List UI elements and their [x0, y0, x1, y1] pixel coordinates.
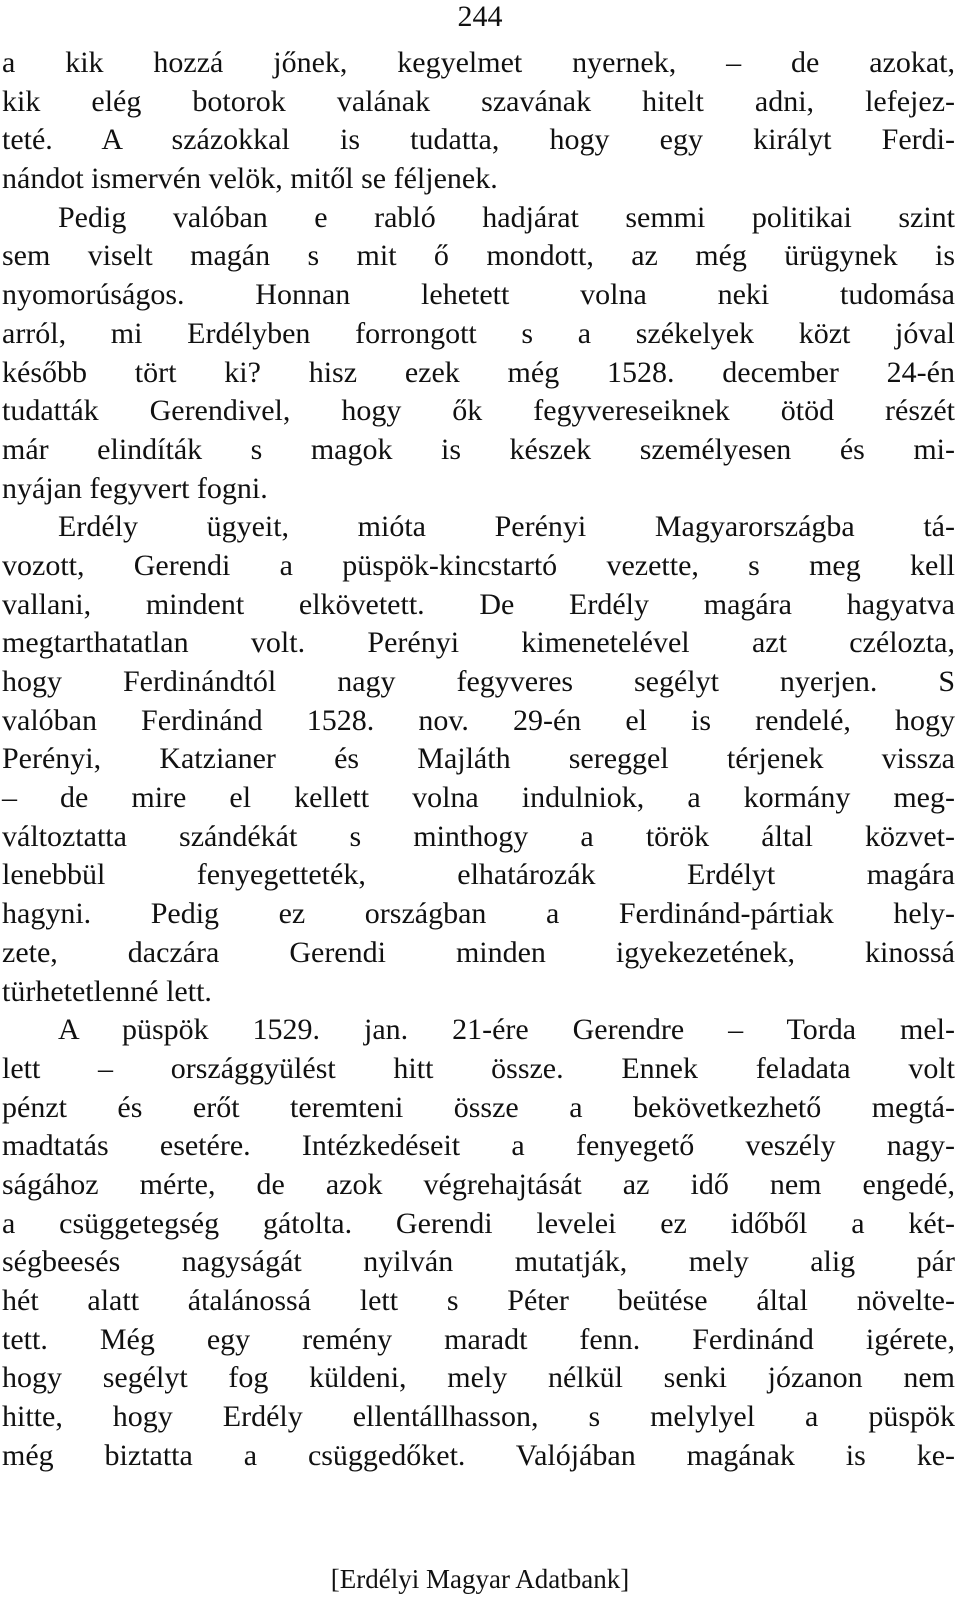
- text-line: nándot ismervén velök, mitől se féljenek.: [2, 162, 498, 196]
- text-line: nyomorúságos. Honnan lehetett volna neki tudomása: [2, 278, 955, 312]
- text-line: a csüggetegség gátolta. Gerendi levelei ez időből a két-: [2, 1206, 955, 1240]
- text-line: hét alatt átalánossá lett s Péter beütése által növelte-: [2, 1284, 955, 1317]
- page-number: 244: [457, 0, 503, 33]
- text-line: kik elég botorok valának szavának hitelt adni, lefejez-: [2, 84, 955, 118]
- text-line: tudatták Gerendivel, hogy ők fegyvereseiknek ötöd részét: [2, 394, 955, 428]
- text-line: sem viselt magán s mit ő mondott, az még ürügynek is: [2, 239, 955, 273]
- text-line: madtatás esetére. Intézkedéseit a fenyegető veszély nagy-: [2, 1129, 955, 1163]
- text-line: a kik hozzá jőnek, kegyelmet nyernek, – de azokat,: [2, 46, 955, 79]
- text-line: türhetetlenné lett.: [2, 974, 212, 1008]
- text-line: zete, daczára Gerendi minden igyekezetének, kinossá: [2, 935, 955, 969]
- text-line: hagyni. Pedig ez országban a Ferdinánd-pártiak hely-: [2, 897, 955, 931]
- text-line: pénzt és erőt teremteni össze a bekövetkezhető megtá-: [2, 1090, 955, 1124]
- text-line: Pedig valóban e rabló hadjárat semmi politikai szint: [58, 200, 955, 234]
- text-line: Erdély ügyeit, mióta Perényi Magyarországba tá-: [58, 510, 955, 544]
- text-line: már elindíták s magok is készek személyesen és mi-: [2, 432, 955, 466]
- body-text: [2, 44, 955, 1475]
- text-line: tett. Még egy remény maradt fenn. Ferdinánd igérete,: [2, 1322, 955, 1356]
- text-line: – de mire el kellett volna indulniok, a kormány meg-: [2, 781, 955, 815]
- text-line: teté. A százokkal is tudatta, hogy egy királyt Ferdi-: [2, 123, 955, 157]
- text-line: lenebbül fenyegetteték, elhatározák Erdélyt magára: [2, 858, 955, 892]
- text-line: vozott, Gerendi a püspök-kincstartó vezette, s meg kell: [2, 548, 955, 582]
- text-line: ságához mérte, de azok végrehajtását az idő nem engedé,: [2, 1167, 955, 1201]
- text-line: arról, mi Erdélyben forrongott s a székelyek közt jóval: [2, 316, 955, 350]
- text-line: később tört ki? hisz ezek még 1528. december 24-én: [2, 355, 955, 389]
- text-line: vallani, mindent elkövetett. De Erdély magára hagyatva: [2, 587, 955, 621]
- text-line: A püspök 1529. jan. 21-ére Gerendre – Torda mel-: [58, 1013, 955, 1047]
- text-line: hogy segélyt fog küldeni, mely nélkül senki józanon nem: [2, 1361, 955, 1395]
- text-line: valóban Ferdinánd 1528. nov. 29-én el is rendelé, hogy: [2, 703, 955, 737]
- source-footer: [Erdélyi Magyar Adatbank]: [330, 1564, 630, 1594]
- text-line: megtarthatatlan volt. Perényi kimenetelével azt czélozta,: [2, 626, 955, 660]
- text-line: lett – országgyülést hitt össze. Ennek feladata volt: [2, 1051, 955, 1085]
- text-line: hogy Ferdinándtól nagy fegyveres segélyt nyerjen. S: [2, 665, 955, 698]
- text-line: még biztatta a csüggedőket. Valójában magának is ke-: [2, 1438, 955, 1472]
- text-line: Perényi, Katzianer és Majláth sereggel térjenek vissza: [2, 742, 955, 776]
- text-line: hitte, hogy Erdély ellentállhasson, s melylyel a püspök: [2, 1400, 955, 1434]
- text-line: nyájan fegyvert fogni.: [2, 471, 268, 505]
- text-line: változtatta szándékát s minthogy a török által közvet-: [2, 819, 955, 853]
- text-line: ségbeesés nagyságát nyilván mutatják, mely alig pár: [2, 1245, 955, 1279]
